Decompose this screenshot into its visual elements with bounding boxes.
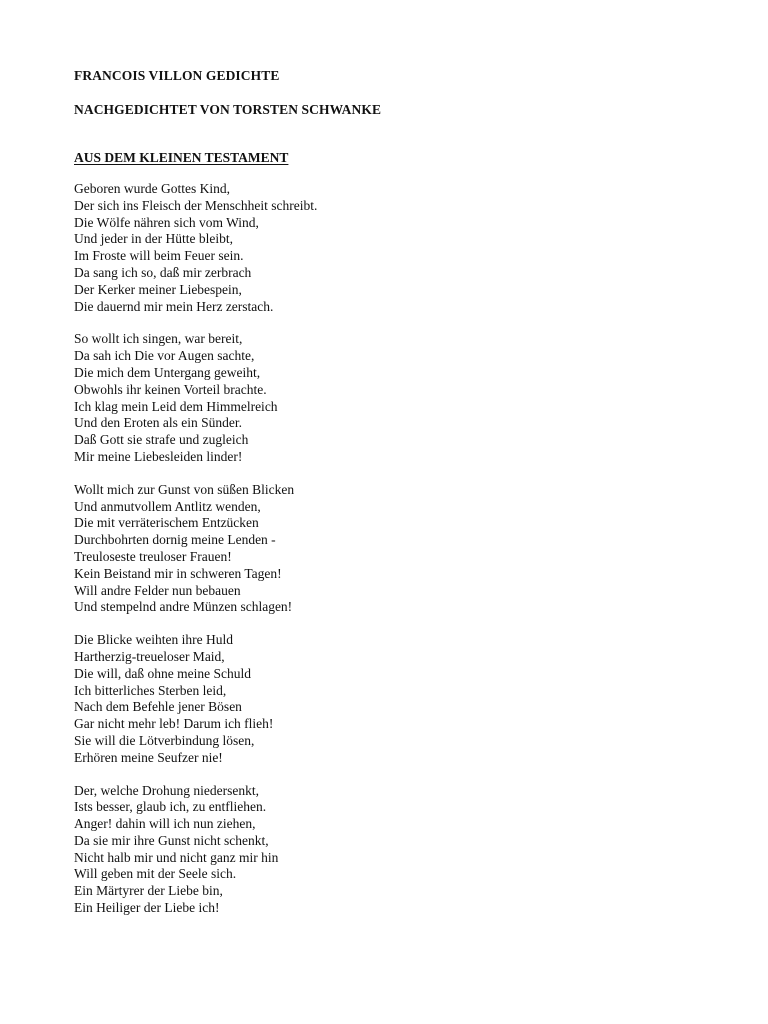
verse-line: So wollt ich singen, war bereit, <box>74 331 243 347</box>
verse-line: Nicht halb mir und nicht ganz mir hin <box>74 849 279 865</box>
verse-line: Da sah ich Die vor Augen sachte, <box>74 348 255 364</box>
verse-line: Nach dem Befehle jener Bösen <box>74 699 242 715</box>
verse-line: Und anmutvollem Antlitz wenden, <box>74 498 261 514</box>
verse-line: Und den Eroten als ein Sünder. <box>74 415 242 431</box>
verse-line: Die Blicke weihten ihre Huld <box>74 632 233 648</box>
verse-line: Ists besser, glaub ich, zu entfliehen. <box>74 799 267 815</box>
verse-line: Treuloseste treuloser Frauen! <box>74 548 232 564</box>
verse-line: Ich bitterliches Sterben leid, <box>74 682 227 698</box>
verse-line: Anger! dahin will ich nun ziehen, <box>74 816 256 832</box>
verse-line: Obwohls ihr keinen Vorteil brachte. <box>74 381 267 397</box>
verse-line: Da sie mir ihre Gunst nicht schenkt, <box>74 832 269 848</box>
verse-line: Sie will die Lötverbindung lösen, <box>74 732 255 748</box>
verse-line: Die mich dem Untergang geweiht, <box>74 364 261 380</box>
verse-line: Da sang ich so, daß mir zerbrach <box>74 264 252 280</box>
verse-line: Der, welche Drohung niedersenkt, <box>74 782 260 798</box>
stanza-3 <box>74 482 694 616</box>
stanza-1 <box>74 181 694 315</box>
stanza-5 <box>74 783 694 917</box>
verse-line: Der Kerker meiner Liebespein, <box>74 281 242 297</box>
verse-line: Hartherzig-treueloser Maid, <box>74 648 225 664</box>
document-page <box>74 66 694 917</box>
document-subtitle: NACHGEDICHTET VON TORSTEN SCHWANKE <box>74 102 382 117</box>
verse-line: Erhören meine Seufzer nie! <box>74 749 223 765</box>
verse-line: Die dauernd mir mein Herz zerstach. <box>74 298 274 314</box>
verse-line: Will geben mit der Seele sich. <box>74 866 237 882</box>
document-title: FRANCOIS VILLON GEDICHTE <box>74 68 280 83</box>
verse-line: Daß Gott sie strafe und zugleich <box>74 432 249 448</box>
stanza-2 <box>74 331 694 465</box>
verse-line: Die Wölfe nähren sich vom Wind, <box>74 214 259 230</box>
verse-line: Durchbohrten dornig meine Lenden - <box>74 532 276 548</box>
verse-line: Der sich ins Fleisch der Menschheit schreibt. <box>74 197 318 213</box>
verse-line: Mir meine Liebesleiden linder! <box>74 448 243 464</box>
verse-line: Ich klag mein Leid dem Himmelreich <box>74 398 278 414</box>
verse-line: Im Froste will beim Feuer sein. <box>74 248 244 264</box>
verse-line: Und jeder in der Hütte bleibt, <box>74 231 233 247</box>
verse-line: Die mit verräterischem Entzücken <box>74 515 259 531</box>
verse-line: Die will, daß ohne meine Schuld <box>74 665 251 681</box>
verse-line: Wollt mich zur Gunst von süßen Blicken <box>74 481 295 497</box>
verse-line: Geboren wurde Gottes Kind, <box>74 181 230 196</box>
verse-line: Und stempelnd andre Münzen schlagen! <box>74 599 293 615</box>
verse-line: Ein Märtyrer der Liebe bin, <box>74 883 223 899</box>
verse-line: Gar nicht mehr leb! Darum ich flieh! <box>74 716 274 732</box>
verse-line: Will andre Felder nun bebauen <box>74 582 241 598</box>
section-heading: AUS DEM KLEINEN TESTAMENT <box>74 150 289 165</box>
stanza-4 <box>74 632 694 766</box>
verse-line: Ein Heiliger der Liebe ich! <box>74 900 220 916</box>
verse-line: Kein Beistand mir in schweren Tagen! <box>74 565 282 581</box>
